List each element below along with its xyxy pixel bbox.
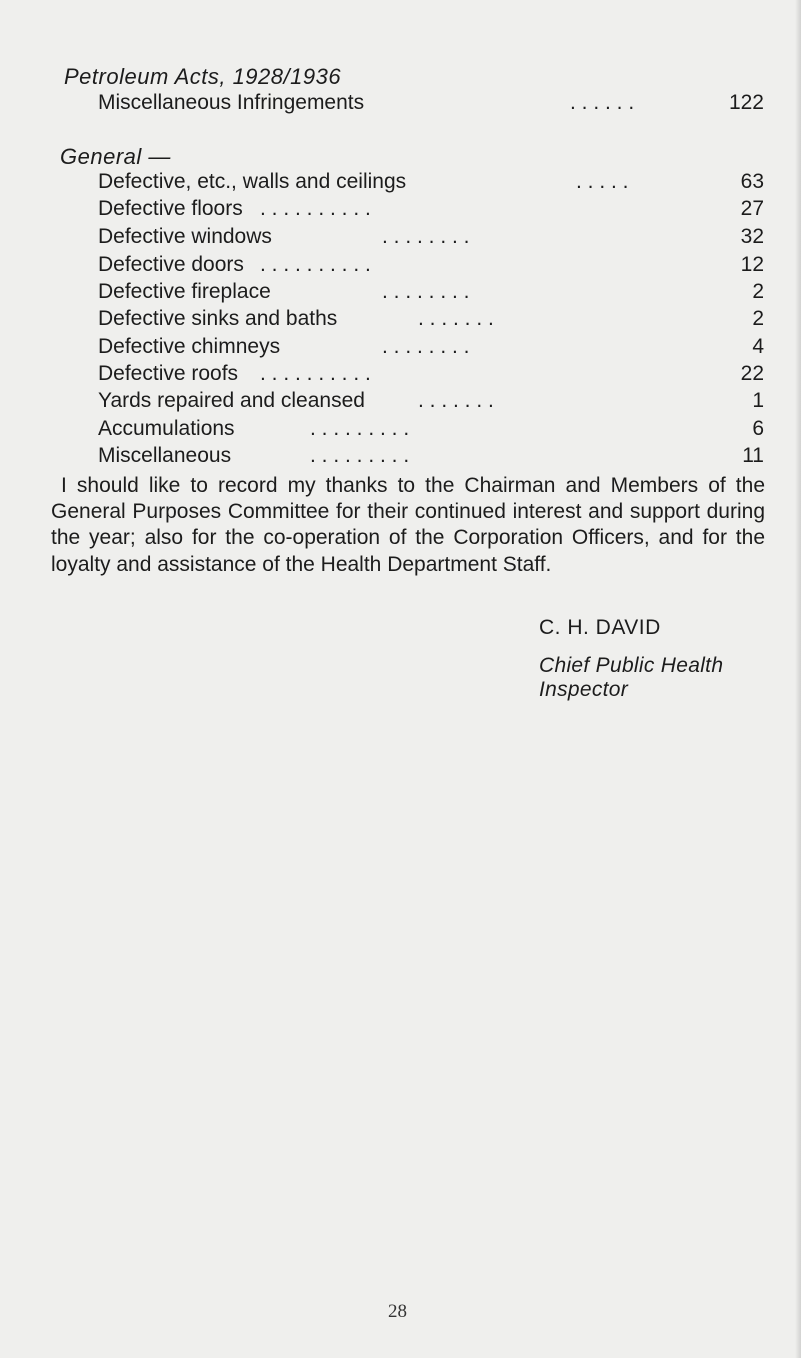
page-edge-shadow — [795, 0, 801, 1358]
table-row — [98, 387, 764, 415]
signatory-title: Chief Public Health Inspector — [539, 654, 724, 701]
row-value: 1 — [752, 389, 764, 412]
table-row — [98, 305, 764, 333]
table-row — [98, 223, 764, 251]
table-row — [98, 278, 764, 306]
dot-leaders: . . . . . . . . . . — [260, 253, 371, 276]
dot-leaders: . . . . . . — [570, 91, 635, 114]
table-row — [98, 168, 764, 196]
row-value: 6 — [752, 417, 764, 440]
table-row — [98, 442, 764, 470]
dot-leaders: . . . . . . . . . . — [260, 197, 371, 220]
row-label: Defective, etc., walls and ceilings — [98, 170, 407, 193]
row-label: Defective windows — [98, 225, 272, 248]
table-row — [98, 360, 764, 388]
dot-leaders: . . . . . . . . — [382, 335, 470, 358]
dot-leaders: . . . . . . . . — [382, 280, 470, 303]
table-row — [98, 415, 764, 443]
dot-leaders: . . . . . . . . . — [310, 444, 410, 467]
row-value: 2 — [752, 280, 764, 303]
row-value: 2 — [752, 307, 764, 330]
general-heading: General — — [60, 144, 171, 169]
row-label: Miscellaneous Infringements — [98, 91, 365, 114]
dot-leaders: . . . . . . . — [418, 389, 494, 412]
row-label: Accumulations — [98, 417, 235, 440]
dot-leaders: . . . . . — [576, 170, 629, 193]
acknowledgement-paragraph: I should like to record my thanks to the Chairman and Members of the General Purposes Committee for their continued interest and support during the year; also for the co-operation of the Corporation Officers, and for the loyalty and assistance of the Health Department Staff. — [51, 474, 765, 576]
row-value: 12 — [740, 253, 764, 276]
row-label: Miscellaneous — [98, 444, 232, 467]
row-value: 32 — [740, 225, 764, 248]
petroleum-acts-heading: Petroleum Acts, 1928/1936 — [64, 64, 342, 89]
row-value: 4 — [752, 335, 764, 358]
dot-leaders: . . . . . . . . — [382, 225, 470, 248]
row-label: Defective fireplace — [98, 280, 271, 303]
row-label: Yards repaired and cleansed — [98, 389, 365, 412]
table-row — [98, 195, 764, 223]
row-value: 22 — [740, 362, 764, 385]
row-value: 63 — [740, 170, 764, 193]
signatory-name: C. H. DAVID — [539, 616, 661, 639]
page-number: 28 — [388, 1301, 407, 1322]
table-row — [98, 333, 764, 361]
table-row — [98, 251, 764, 279]
dot-leaders: . . . . . . . — [418, 307, 494, 330]
row-value: 11 — [742, 444, 764, 467]
table-row — [98, 89, 764, 117]
dot-leaders: . . . . . . . . . . — [260, 362, 371, 385]
row-label: Defective floors — [98, 197, 243, 220]
row-value: 122 — [728, 91, 764, 114]
row-label: Defective chimneys — [98, 335, 281, 358]
dot-leaders: . . . . . . . . . — [310, 417, 410, 440]
row-label: Defective sinks and baths — [98, 307, 338, 330]
row-label: Defective doors — [98, 253, 244, 276]
row-value: 27 — [740, 197, 764, 220]
row-label: Defective roofs — [98, 362, 239, 385]
